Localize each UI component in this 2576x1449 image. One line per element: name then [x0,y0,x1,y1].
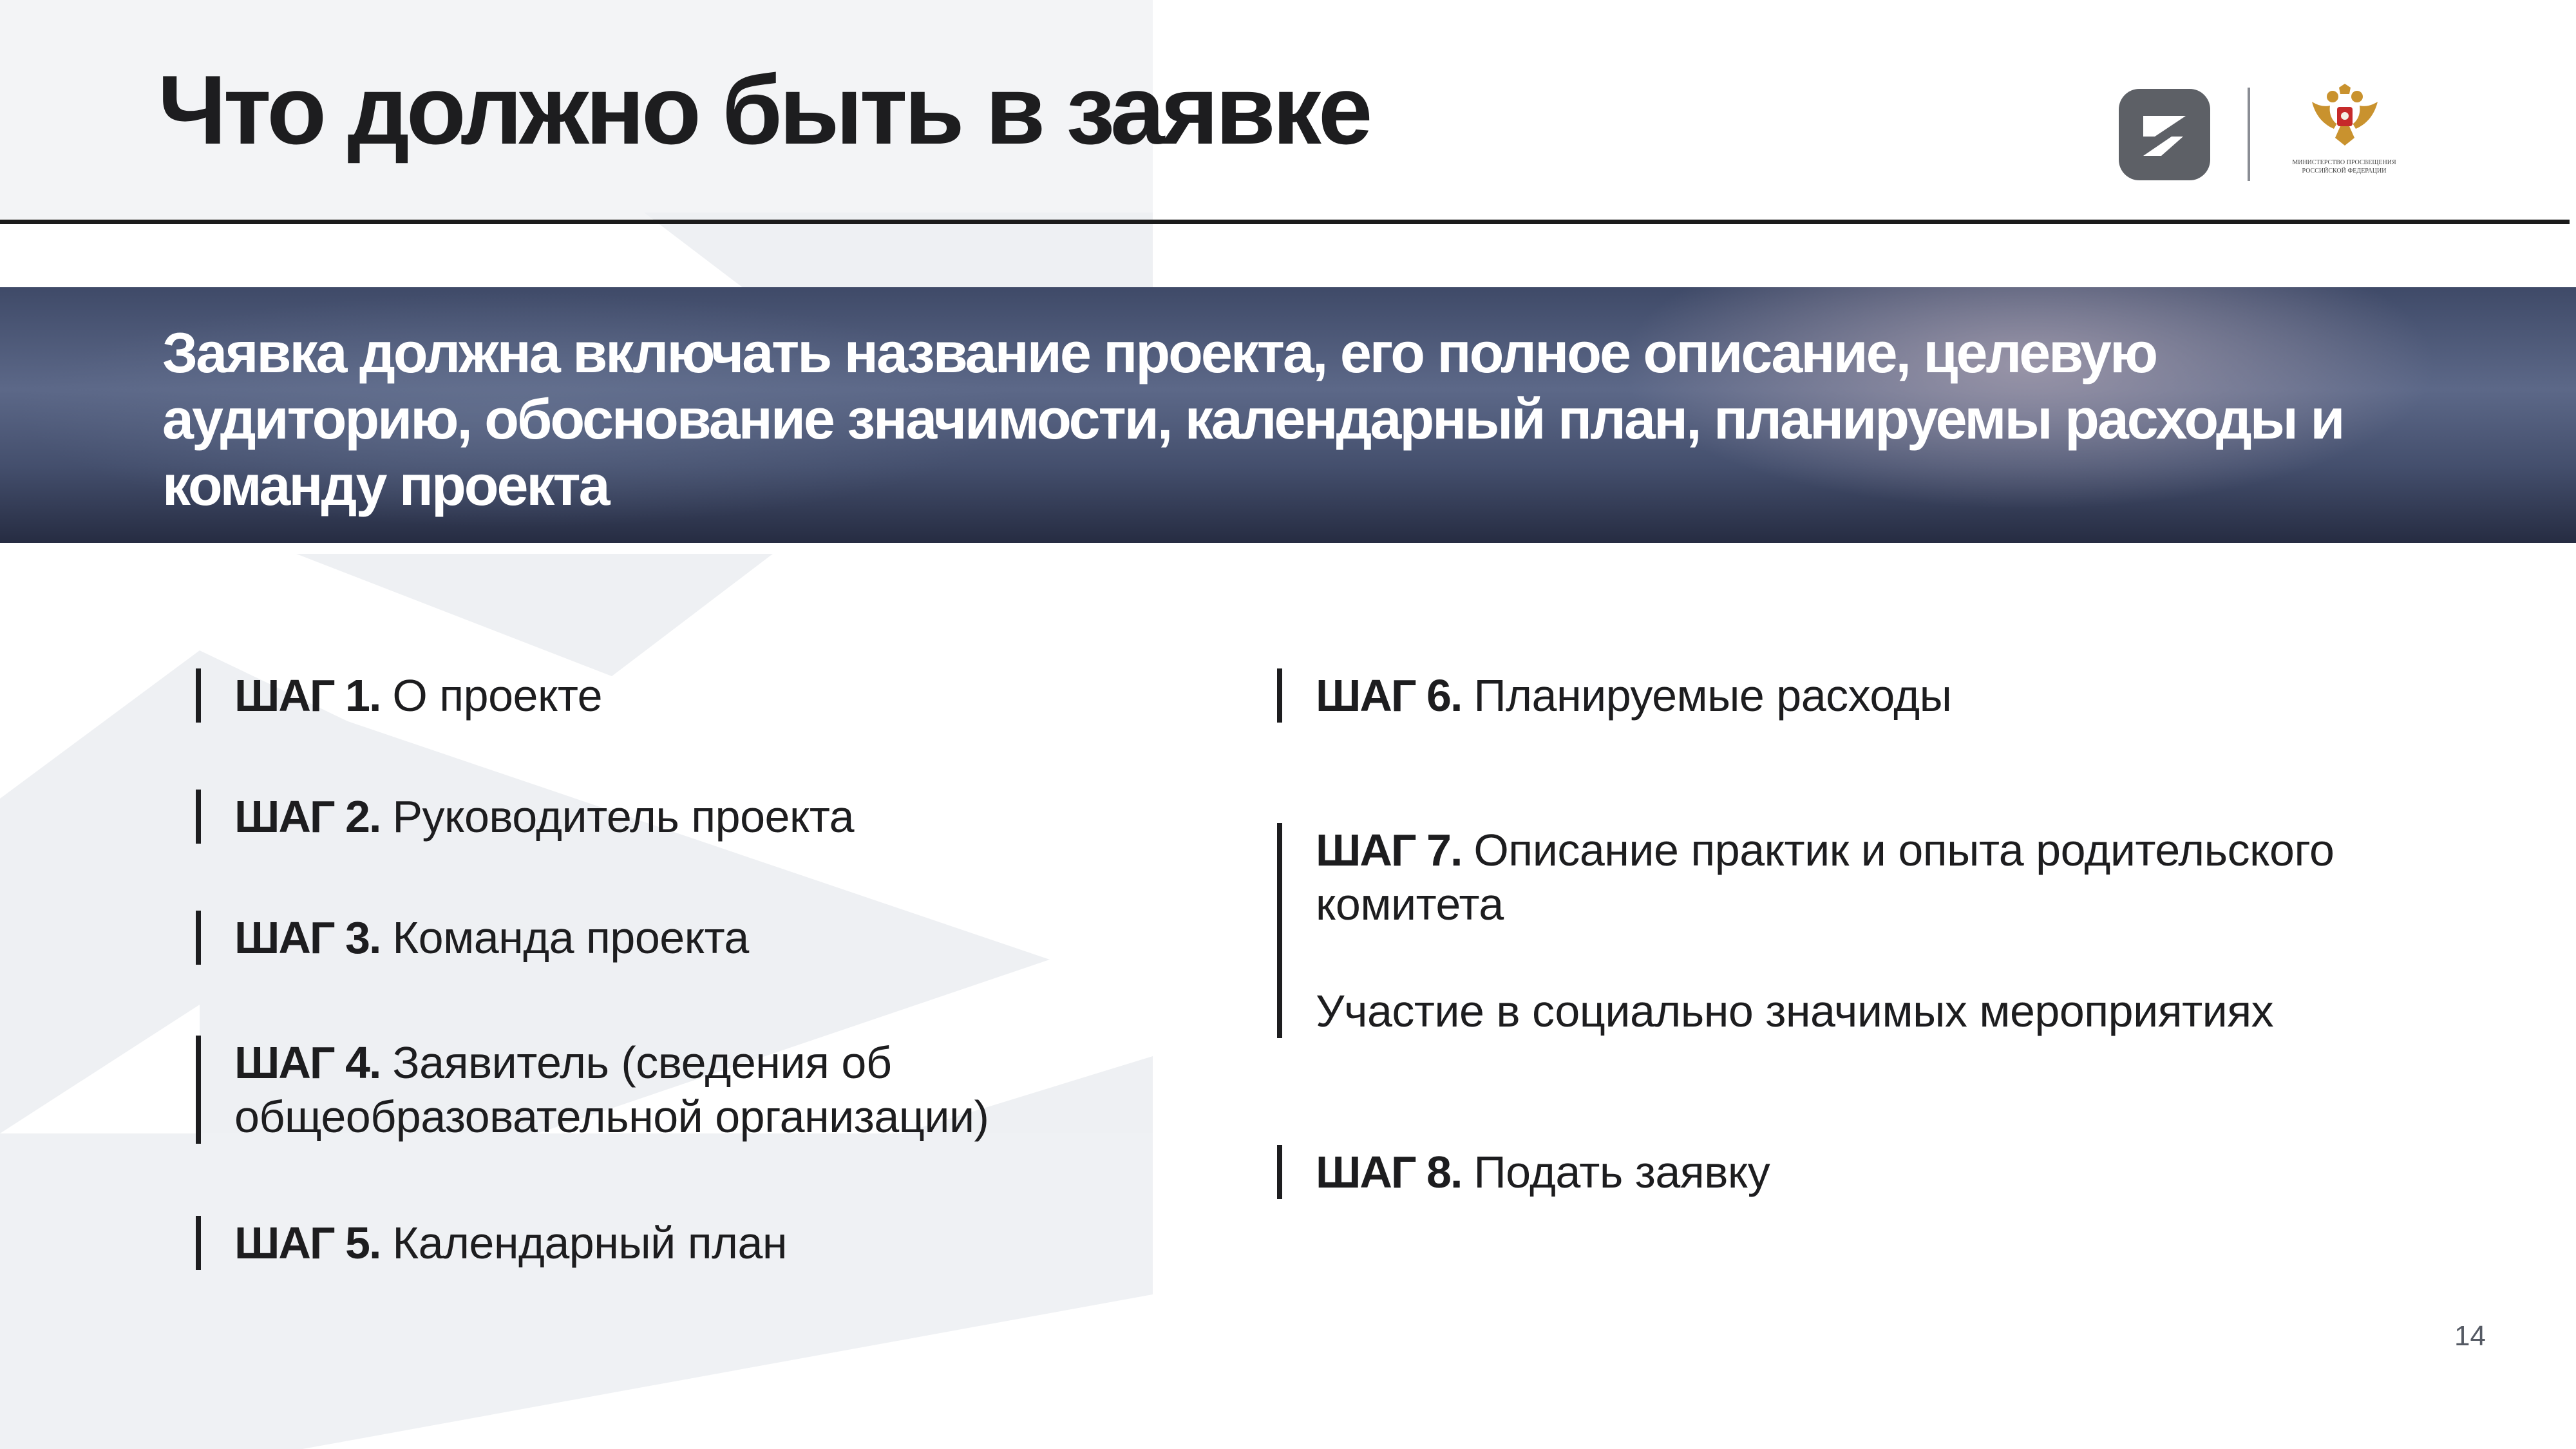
step-8 [1277,1145,2410,1199]
step-text: Подать заявку [1473,1147,1770,1197]
step-4 [196,1036,1059,1144]
step-text: Команда проекта [392,913,749,963]
step-7-content [1316,823,2410,931]
step-7-extra-text: Участие в социально значимых мероприятиях [1316,986,2274,1036]
step-number: ШАГ 5. [234,1218,381,1268]
step-8-content [1316,1145,2410,1199]
step-4-content [234,1036,1059,1144]
step-text: Планируемые расходы [1473,670,1952,721]
logo-divider [2248,88,2250,181]
ministry-name-line-1: МИНИСТЕРСТВО ПРОСВЕЩЕНИЯ [2292,159,2396,166]
step-2 [196,790,1200,844]
step-number: ШАГ 7. [1316,825,1462,875]
step-2-content [234,790,1200,844]
step-6-content [1316,668,2410,723]
step-text: Календарный план [392,1218,788,1268]
step-1 [196,668,1200,723]
double-headed-eagle-emblem-icon [2307,84,2383,148]
step-5-content [234,1216,1200,1270]
step-text: Заявитель (сведения об общеобразовательной организации) [234,1037,989,1142]
step-text: Руководитель проекта [392,791,855,842]
ministry-logo [2280,84,2409,184]
step-text: О проекте [392,670,603,721]
step-number: ШАГ 4. [234,1037,381,1088]
banner-text: Заявка должна включать название проекта, его полное описание, целевую аудиторию, обоснование значимости, календарный план, планируемы расходы и команду проекта [162,321,2344,517]
logos [2119,84,2428,184]
step-number: ШАГ 3. [234,913,381,963]
step-number: ШАГ 8. [1316,1147,1462,1197]
step-7 [1277,823,2410,1038]
page-title: Что должно быть в заявке [158,55,1370,165]
step-number: ШАГ 6. [1316,670,1462,721]
step-number: ШАГ 1. [234,670,381,721]
header-divider [0,220,2570,224]
ministry-name [2280,158,2409,175]
step-6 [1277,668,2410,723]
summary-banner [0,287,2576,543]
page-number: 14 [2454,1320,2486,1352]
z-logo-icon [2119,89,2210,180]
ministry-name-line-2: РОССИЙСКОЙ ФЕДЕРАЦИИ [2302,167,2387,175]
step-3 [196,911,1200,965]
step-5 [196,1216,1200,1270]
step-text: Описание практик и опыта родительского комитета [1316,825,2334,929]
step-number: ШАГ 2. [234,791,381,842]
step-3-content [234,911,1200,965]
step-1-content [234,668,1200,723]
